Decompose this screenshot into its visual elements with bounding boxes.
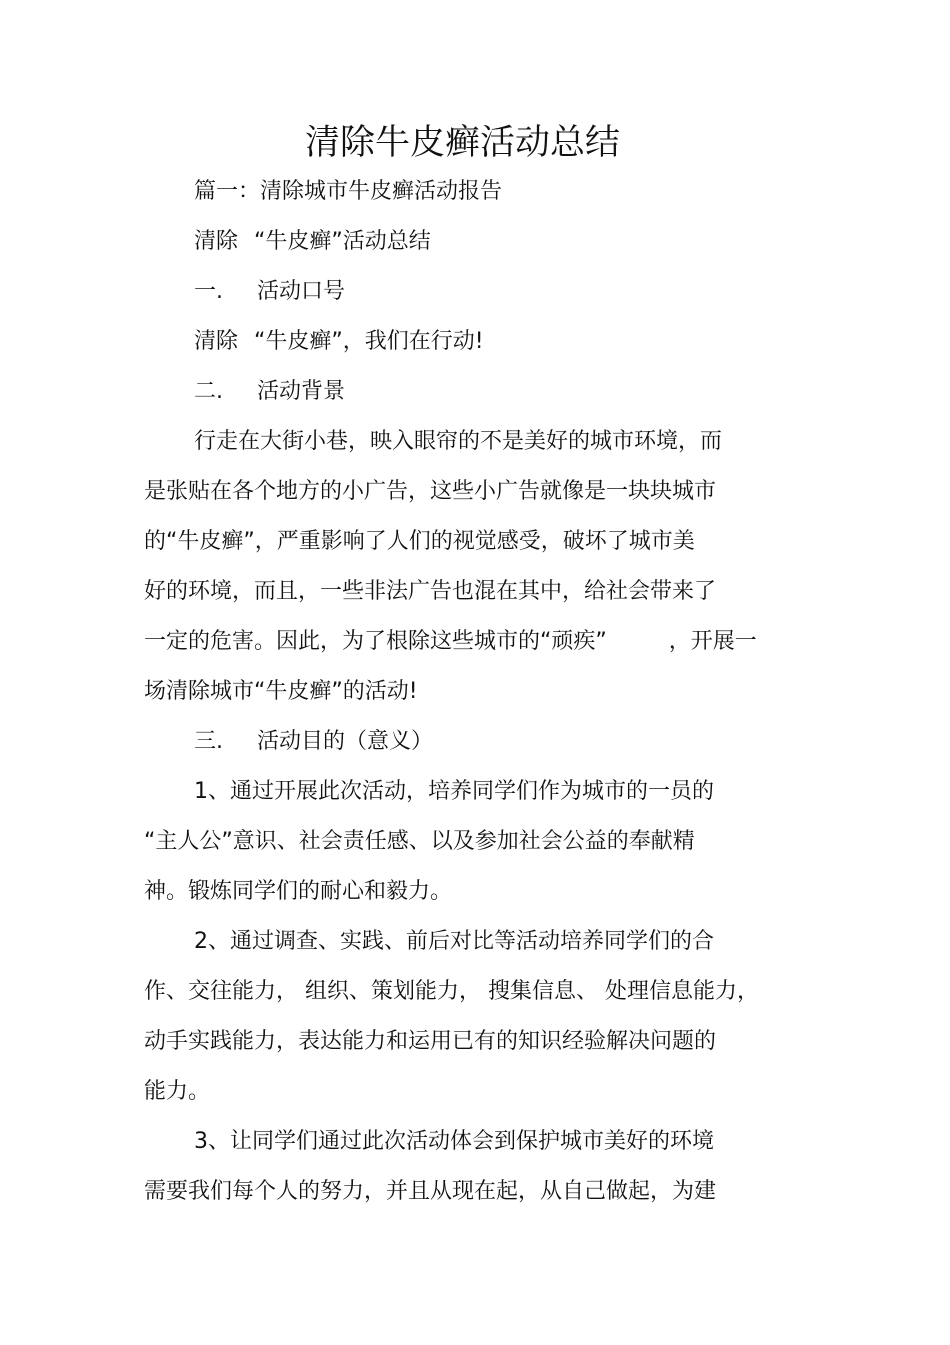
slogan-part-b: “牛皮癣”，我们在行动! bbox=[254, 329, 484, 354]
paragraph-line: 的“牛皮癣”，严重影响了人们的视觉感受，破坏了城市美 bbox=[144, 529, 695, 554]
section-heading-2 bbox=[194, 377, 345, 407]
paragraph-line: 动手实践能力，表达能力和运用已有的知识经验解决问题的 bbox=[144, 1029, 717, 1054]
paragraph-line: 是张贴在各个地方的小广告，这些小广告就像是一块块城市 bbox=[144, 479, 717, 504]
paragraph-line bbox=[144, 627, 757, 657]
document-title: 清除牛皮癣活动总结 bbox=[304, 123, 620, 163]
paragraph-line: 神。锻炼同学们的耐心和毅力。 bbox=[144, 879, 453, 904]
section-number: 三. bbox=[194, 729, 223, 754]
section-heading-1 bbox=[194, 277, 345, 307]
slogan-part-a: 清除 bbox=[194, 329, 239, 354]
paragraph-line-part-b: ，开展一 bbox=[668, 629, 757, 654]
section-number: 二. bbox=[194, 379, 223, 404]
paragraph-line: 场清除城市“牛皮癣”的活动! bbox=[144, 679, 418, 704]
section-title: 活动口号 bbox=[257, 279, 346, 304]
paragraph-line: 好的环境，而且，一些非法广告也混在其中，给社会带来了 bbox=[144, 579, 717, 604]
heading-line-part-b: “牛皮癣”活动总结 bbox=[254, 229, 431, 254]
section-title: 活动目的（意义） bbox=[257, 729, 434, 754]
paragraph-line: 3、让同学们通过此次活动体会到保护城市美好的环境 bbox=[194, 1129, 714, 1154]
section-title: 活动背景 bbox=[257, 379, 346, 404]
paragraph-line: 1、通过开展此次活动，培养同学们作为城市的一员的 bbox=[194, 779, 714, 804]
section-heading-3 bbox=[194, 727, 433, 757]
section-number: 一. bbox=[194, 279, 223, 304]
paragraph-line: 能力。 bbox=[144, 1079, 211, 1104]
paragraph-line: 行走在大街小巷，映入眼帘的不是美好的城市环境，而 bbox=[194, 429, 723, 454]
paragraph-line-part-a: 一定的危害。因此，为了根除这些城市的“顽疾” bbox=[144, 629, 607, 654]
heading-line bbox=[194, 227, 431, 257]
heading-line-part-a: 清除 bbox=[194, 229, 239, 254]
paragraph-line: 作、交往能力， 组织、策划能力， 搜集信息、 处理信息能力， bbox=[144, 979, 759, 1004]
paragraph-line: 2、通过调查、实践、前后对比等活动培养同学们的合 bbox=[194, 929, 714, 954]
paragraph-line: “主人公”意识、社会责任感、以及参加社会公益的奉献精 bbox=[144, 829, 695, 854]
slogan-line bbox=[194, 327, 484, 357]
subtitle: 篇一：清除城市牛皮癣活动报告 bbox=[194, 179, 503, 204]
paragraph-line: 需要我们每个人的努力，并且从现在起，从自己做起，为建 bbox=[144, 1179, 717, 1204]
